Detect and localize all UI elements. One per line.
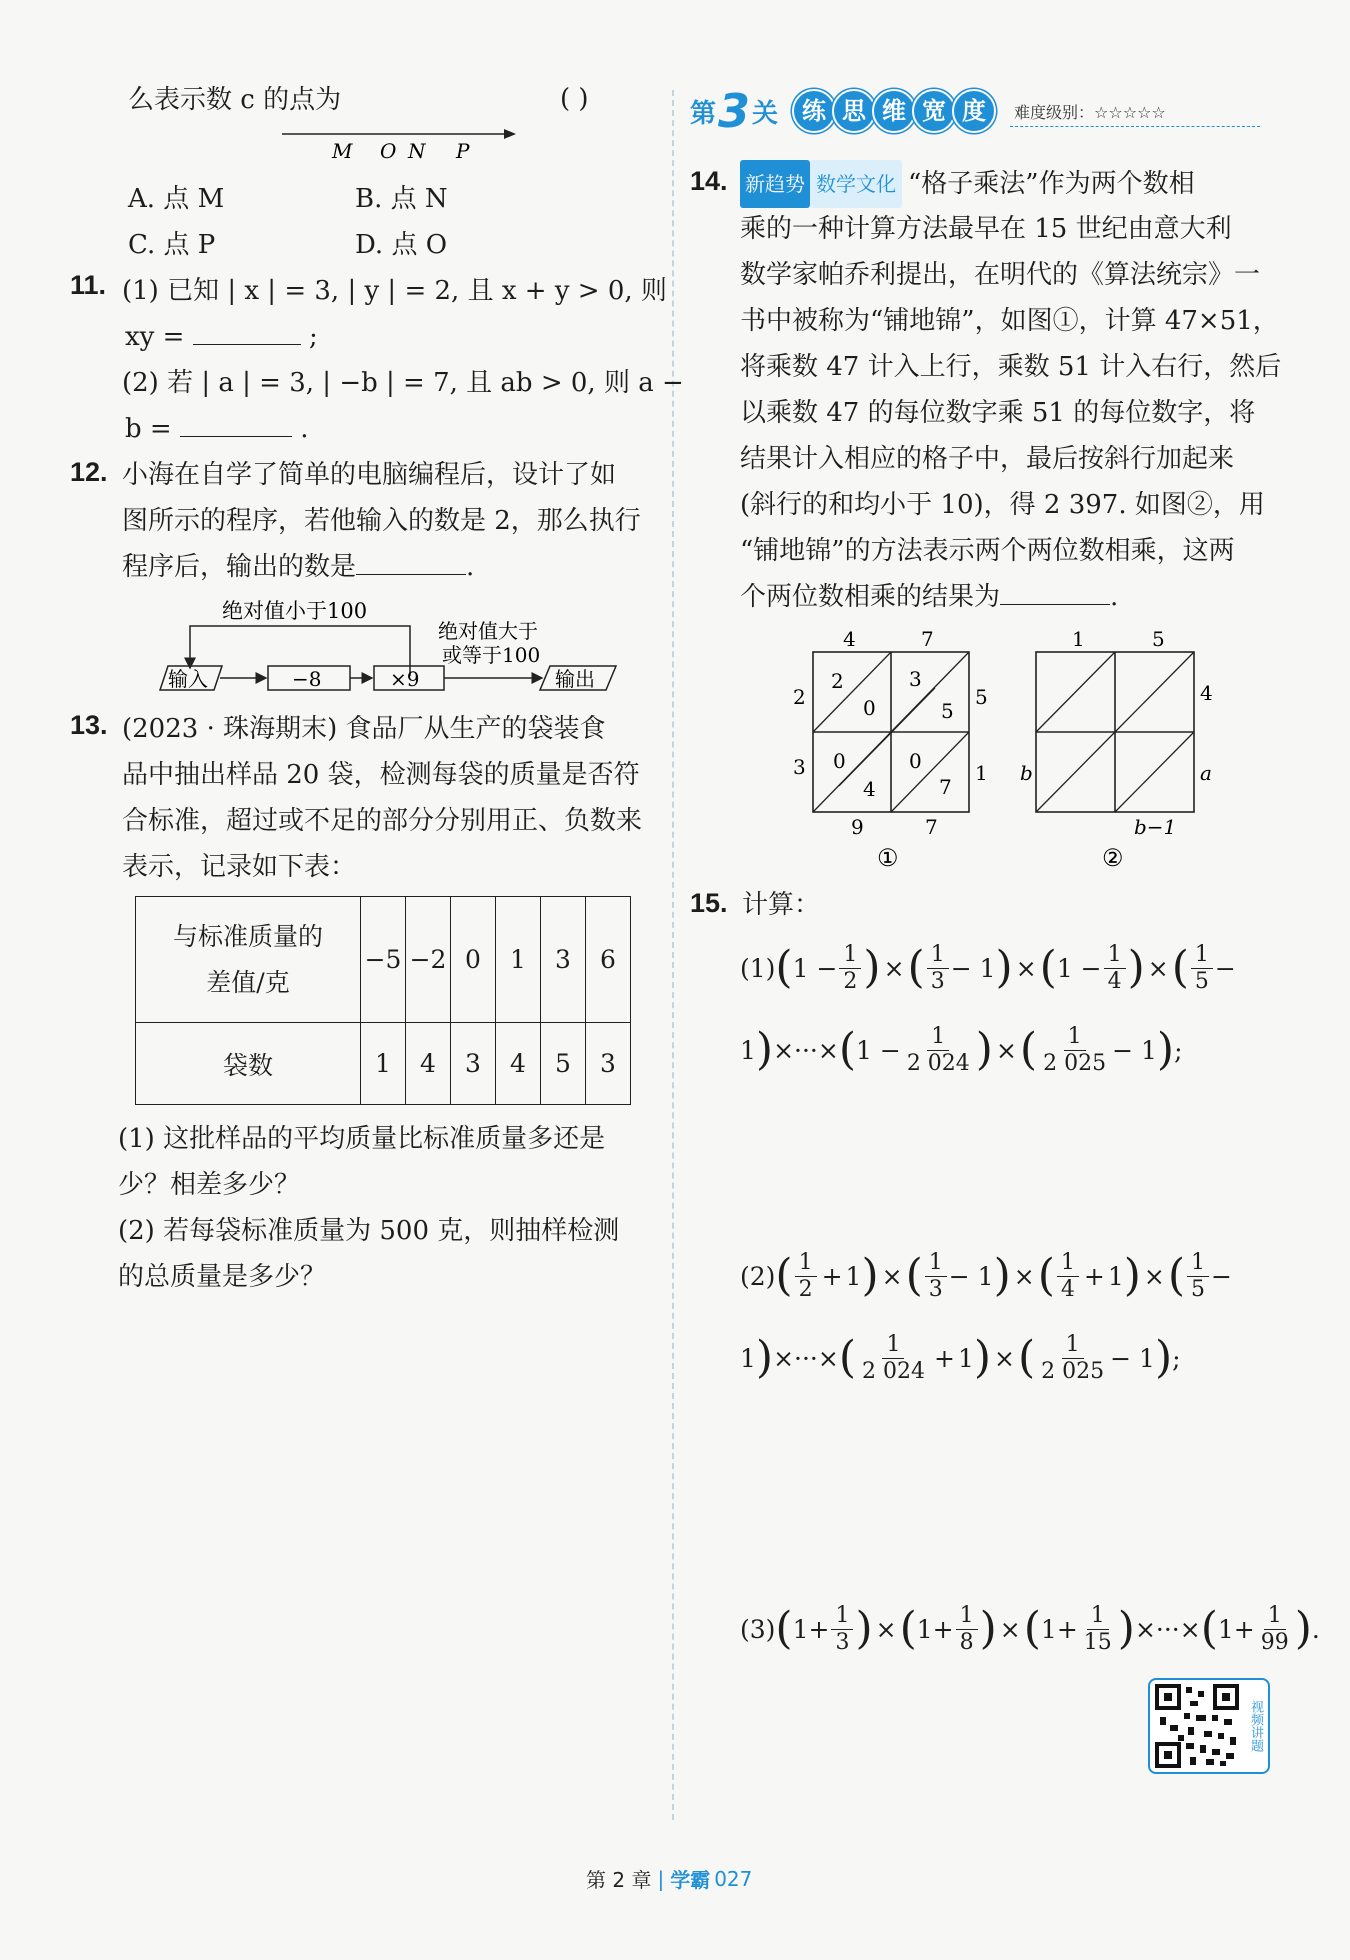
q14-end: . — [1110, 582, 1119, 612]
table-row-count — [136, 1023, 631, 1105]
fraction: $\frac{1}{4}$ — [1057, 1252, 1079, 1301]
lattice-figure-1 — [785, 626, 1005, 876]
header-level-number: 3 — [718, 84, 751, 138]
paren: ( — [775, 942, 793, 993]
paren: ) — [863, 942, 881, 993]
fraction: $\frac{1}{99}$ — [1260, 1602, 1289, 1655]
q13-line-2: 品中抽出样品 20 袋，检测每袋的质量是否符 — [122, 760, 640, 790]
q11-b-label: b = — [125, 414, 172, 444]
term: 1 — [1040, 1614, 1057, 1644]
q11-part1-answer-line — [125, 314, 318, 360]
paren: ( — [1039, 942, 1057, 993]
footer-chapter: 第 2 章 — [586, 1868, 652, 1892]
fraction: $\frac{1}{2}$ — [795, 1252, 817, 1301]
q14-number: 14. — [690, 166, 728, 196]
fig1-right-digit: 5 — [975, 685, 988, 709]
term: 1 — [957, 1343, 974, 1373]
fraction: $\frac{1}{2 025}$ — [1041, 1331, 1105, 1384]
table-cell-count: 5 — [541, 1023, 586, 1105]
page-number: 027 — [714, 1866, 753, 1891]
table-header-diff-a: 与标准质量的 — [172, 921, 323, 951]
paren: ) — [975, 1024, 993, 1075]
table-cell-diff: 1 — [496, 897, 541, 1023]
q15-part3: (3) ( 1 + $\frac{1}{3}$ ) × ( 1 + $\frac{1}{8}$ ) × ( 1 + $\frac{1}{15}$ ) ×···× ( 1 + $\frac{1}{99}$ ) . — [740, 1602, 1320, 1655]
q12-line-1: 小海在自学了简单的电脑编程后，设计了如 — [122, 460, 617, 490]
q11-semicolon: ; — [308, 322, 318, 352]
fig2-left-label: b — [1020, 761, 1033, 785]
section-header — [690, 84, 1166, 138]
paren: ( — [775, 1603, 793, 1654]
page-footer — [586, 1864, 752, 1893]
fig1-cell-digit: 2 — [831, 669, 844, 693]
header-di: 第 — [690, 98, 717, 129]
q10-answer-paren[interactable]: ( ) — [560, 84, 589, 114]
fig1-right-digit: 1 — [975, 761, 988, 785]
q15-part1-line2: 1 ) ×···× ( 1 − $\frac{1}{2 024}$ ) × ( $\frac{1}{2 025}$ − 1 ) ; — [740, 1023, 1183, 1076]
term: − 1 — [950, 953, 996, 983]
q10-option-c[interactable]: C. 点 P — [128, 230, 216, 260]
paren: ( — [899, 1603, 917, 1654]
term: ; — [1172, 1343, 1181, 1373]
q11-part2-answer-line — [125, 406, 309, 452]
q13-line-3: 合标准，超过或不足的部分分别用正、负数来 — [122, 806, 643, 836]
fig1-cell-digit: 0 — [909, 749, 922, 773]
paren: ) — [755, 1332, 774, 1383]
q13-data-table — [135, 896, 631, 1105]
output-label: 输出 — [555, 667, 595, 691]
fig1-caption: ① — [877, 844, 899, 872]
paren: ) — [1127, 942, 1145, 993]
term: − 1 — [1110, 1343, 1155, 1373]
fraction: $\frac{1}{2}$ — [839, 944, 861, 993]
header-char: 度 — [952, 89, 996, 133]
term: − — [1214, 953, 1236, 983]
axis-label-n: N — [408, 139, 426, 162]
header-char: 练 — [792, 89, 836, 133]
header-char: 宽 — [912, 89, 956, 133]
table-cell-count: 4 — [496, 1023, 541, 1105]
paren: ) — [1123, 1250, 1141, 1301]
fig2-top-digit: 5 — [1152, 627, 1165, 651]
table-row-diff — [136, 897, 631, 1023]
term: − 1 — [948, 1261, 994, 1291]
difficulty-rating: 难度级别：☆☆☆☆☆ — [1014, 102, 1166, 122]
fig2-right-digit: a — [1200, 761, 1212, 785]
fig1-bottom-digit: 9 — [851, 815, 864, 839]
table-header-count: 袋数 — [136, 1023, 361, 1105]
paren: ( — [1019, 1024, 1038, 1075]
fig1-cell-digit: 5 — [941, 699, 954, 723]
fig1-cell-digit: 0 — [863, 696, 876, 720]
paren: ) — [1156, 1024, 1175, 1075]
q14-line-2: 数学家帕乔利提出，在明代的《算法统宗》一 — [740, 260, 1261, 290]
q11-period: . — [300, 414, 309, 444]
table-cell-diff: 3 — [541, 897, 586, 1023]
qr-video-link[interactable] — [1148, 1678, 1270, 1774]
exit-condition-label-2: 或等于100 — [442, 643, 541, 667]
term: − — [1211, 1261, 1232, 1291]
number-line — [280, 126, 520, 162]
ellipsis: ×···× — [773, 1343, 839, 1373]
term: 1 — [845, 1261, 862, 1291]
footer-brand: 学霸 — [670, 1868, 711, 1892]
fraction: $\frac{1}{5}$ — [1187, 1252, 1209, 1301]
axis-label-m: M — [332, 139, 353, 162]
paren: ) — [995, 942, 1013, 993]
fig1-cell-digit: 7 — [939, 775, 952, 799]
fraction: $\frac{1}{2 024}$ — [906, 1023, 970, 1076]
q14-line-6: 结果计入相应的格子中，最后按斜行加起来 — [740, 444, 1235, 474]
q11-blank-2[interactable] — [180, 436, 292, 437]
fraction: $\frac{1}{5}$ — [1191, 944, 1213, 993]
term: 1 — [792, 1614, 809, 1644]
term: 1 — [1217, 1614, 1234, 1644]
paren: ( — [1171, 942, 1189, 993]
paren: ) — [993, 1250, 1011, 1301]
q11-number: 11. — [70, 270, 107, 300]
term: ; — [1174, 1035, 1183, 1065]
q13-sub-1a: (1) 这批样品的平均质量比标准质量多还是 — [118, 1124, 606, 1154]
paren: ( — [907, 942, 925, 993]
q13-sub-2b: 的总质量是多少？ — [118, 1262, 327, 1292]
header-rule — [1010, 126, 1260, 127]
q14-line-3: 书中被称为“铺地锦”，如图①，计算 47×51， — [740, 306, 1279, 336]
q15-part2-line1: (2) ( $\frac{1}{2}$ + 1 ) × ( $\frac{1}{3}$ − 1 ) × ( $\frac{1}{4}$ + 1 ) × ( $\frac{1}{5}$ − — [740, 1249, 1232, 1302]
q11-part2: (2) 若 | a | = 3, | −b | = 7, 且 ab > 0, 则 a − — [122, 368, 684, 398]
paren: ) — [1117, 1603, 1135, 1654]
q15-part1-line1: (1) ( 1 − $\frac{1}{2}$ ) × ( $\frac{1}{3}$ − 1 ) × ( 1 − $\frac{1}{4}$ ) × ( $\frac{1}{5}$ − — [740, 941, 1236, 994]
paren: ( — [838, 1332, 856, 1383]
q14-line-0 — [740, 160, 1195, 208]
input-label: 输入 — [168, 667, 208, 691]
q15-part1-label: (1) — [740, 953, 776, 983]
fig2-caption: ② — [1102, 844, 1124, 872]
paren: ( — [905, 1250, 923, 1301]
term: 1 − — [1056, 953, 1102, 983]
q15-part2-line2: 1 ) ×···× ( $\frac{1}{2 024}$ + 1 ) × ( $\frac{1}{2 025}$ − 1 ) ; — [740, 1331, 1181, 1384]
q14-line-5: 以乘数 47 的每位数字乘 51 的每位数字，将 — [740, 398, 1256, 428]
fig1-bottom-digit: 7 — [925, 815, 938, 839]
paren: ( — [1023, 1603, 1041, 1654]
q14-line-9-text: 个两位数相乘的结果为 — [740, 582, 1001, 612]
q10-tail: 么表示数 c 的点为 — [128, 85, 342, 115]
paren: ( — [838, 1024, 856, 1075]
paren: ) — [861, 1250, 879, 1301]
q14-blank[interactable] — [1000, 604, 1110, 605]
axis-label-o: O — [380, 139, 397, 162]
q14-line-9 — [740, 574, 1118, 620]
q13-number: 13. — [70, 710, 108, 740]
fraction: $\frac{1}{2 025}$ — [1043, 1023, 1107, 1076]
term: 1 — [916, 1614, 933, 1644]
q12-blank[interactable] — [356, 574, 466, 575]
fig2-top-digit: 1 — [1072, 627, 1085, 651]
q15-part2-label: (2) — [740, 1261, 776, 1291]
paren: ) — [973, 1332, 992, 1383]
paren: ) — [855, 1603, 873, 1654]
q12-line-3-text: 程序后，输出的数是 — [122, 552, 357, 582]
header-guan: 关 — [752, 98, 779, 129]
q12-number: 12. — [70, 457, 108, 487]
axis-label-p: P — [456, 139, 470, 162]
q12-end: . — [466, 552, 475, 582]
table-cell-diff: 0 — [451, 897, 496, 1023]
paren: ( — [775, 1250, 793, 1301]
q14-line-1: 乘的一种计算方法最早在 15 世纪由意大利 — [740, 214, 1232, 244]
tag-new-trend: 新趋势 — [740, 160, 810, 208]
fig1-left-digit: 2 — [793, 685, 806, 709]
fig1-cell-digit: 4 — [863, 777, 876, 801]
qr-code-icon — [1154, 1683, 1240, 1769]
fraction: $\frac{1}{3}$ — [927, 944, 949, 993]
q13-line-4: 表示，记录如下表： — [122, 852, 357, 882]
table-header-diff-b: 差值/克 — [206, 967, 290, 997]
table-cell-count: 3 — [451, 1023, 496, 1105]
paren: ) — [755, 1024, 774, 1075]
fig2-right-digit: 4 — [1200, 681, 1213, 705]
fig1-cell-digit: 3 — [909, 667, 922, 691]
q14-line-4: 将乘数 47 计入上行，乘数 51 计入右行，然后 — [740, 352, 1282, 382]
q10-option-a[interactable]: A. 点 M — [128, 184, 225, 214]
fraction: $\frac{1}{2 024}$ — [862, 1331, 925, 1384]
fig1-top-digit: 7 — [921, 627, 934, 651]
program-flowchart — [150, 596, 630, 706]
term: 1 — [740, 1343, 756, 1373]
table-cell-count: 1 — [361, 1023, 406, 1105]
fraction: $\frac{1}{4}$ — [1104, 944, 1126, 993]
paren: ) — [1294, 1603, 1312, 1654]
q15-title: 计算： — [742, 890, 821, 920]
q11-part1: (1) 已知 | x | = 3, | y | = 2, 且 x + y > 0, 则 — [122, 276, 667, 306]
table-cell-count: 3 — [586, 1023, 631, 1105]
q13-line-1: (2023 · 珠海期末) 食品厂从生产的袋装食 — [122, 714, 606, 744]
fraction: $\frac{1}{15}$ — [1083, 1602, 1112, 1655]
q13-sub-2a: (2) 若每袋标准质量为 500 克，则抽样检测 — [118, 1216, 620, 1246]
header-char: 维 — [872, 89, 916, 133]
footer-separator: | — [657, 1866, 665, 1891]
fraction: $\frac{1}{3}$ — [831, 1605, 853, 1654]
table-cell-count: 4 — [406, 1023, 451, 1105]
q11-xy-label: xy = — [125, 322, 185, 352]
q15-number: 15. — [690, 888, 728, 918]
term: 1 — [1107, 1261, 1124, 1291]
paren: ( — [1167, 1250, 1186, 1301]
qr-label: 视频讲题 — [1248, 1700, 1263, 1752]
q10-option-d[interactable]: D. 点 O — [355, 230, 448, 260]
step-minus-eight: −8 — [292, 667, 322, 691]
fraction: $\frac{1}{8}$ — [956, 1605, 978, 1654]
fraction: $\frac{1}{3}$ — [925, 1252, 947, 1301]
ellipsis: ×···× — [1134, 1614, 1201, 1644]
paren: ) — [979, 1603, 997, 1654]
term: . — [1311, 1614, 1320, 1644]
q14-first-text: “格子乘法”作为两个数相 — [908, 169, 1195, 199]
term: 1 − — [792, 953, 838, 983]
term: 1 — [740, 1035, 756, 1065]
loop-condition-label: 绝对值小于100 — [222, 599, 368, 623]
step-times-nine: ×9 — [390, 667, 420, 691]
paren: ) — [1154, 1332, 1173, 1383]
paren: ( — [1200, 1603, 1218, 1654]
tag-math-culture: 数学文化 — [810, 160, 902, 208]
q10-option-b[interactable]: B. 点 N — [355, 184, 448, 214]
table-cell-diff: 6 — [586, 897, 631, 1023]
lattice-figure-2 — [1010, 626, 1235, 876]
table-header-diff — [136, 897, 361, 1023]
q14-line-7: (斜行的和均小于 10)，得 2 397. 如图②，用 — [740, 490, 1265, 520]
q14-line-8: “铺地锦”的方法表示两个两位数相乘，这两 — [740, 536, 1235, 566]
column-divider — [672, 90, 674, 1820]
header-char: 思 — [832, 89, 876, 133]
ellipsis: ×···× — [773, 1035, 839, 1065]
fig1-top-digit: 4 — [843, 627, 856, 651]
paren: ( — [1017, 1332, 1036, 1383]
fig1-cell-digit: 0 — [833, 749, 846, 773]
fig1-left-digit: 3 — [793, 755, 806, 779]
q12-line-2: 图所示的程序，若他输入的数是 2，那么执行 — [122, 506, 641, 536]
term: − 1 — [1112, 1035, 1157, 1065]
table-cell-diff: −5 — [361, 897, 406, 1023]
table-cell-diff: −2 — [406, 897, 451, 1023]
q13-sub-1b: 少？相差多少？ — [118, 1170, 301, 1200]
term: 1 − — [856, 1035, 901, 1065]
q15-part3-label: (3) — [740, 1614, 776, 1644]
fig2-bottom-label: b−1 — [1134, 815, 1177, 839]
paren: ( — [1037, 1250, 1055, 1301]
exit-condition-label-1: 绝对值大于 — [438, 619, 538, 643]
q12-line-3 — [122, 544, 474, 590]
q11-blank-1[interactable] — [193, 344, 301, 345]
